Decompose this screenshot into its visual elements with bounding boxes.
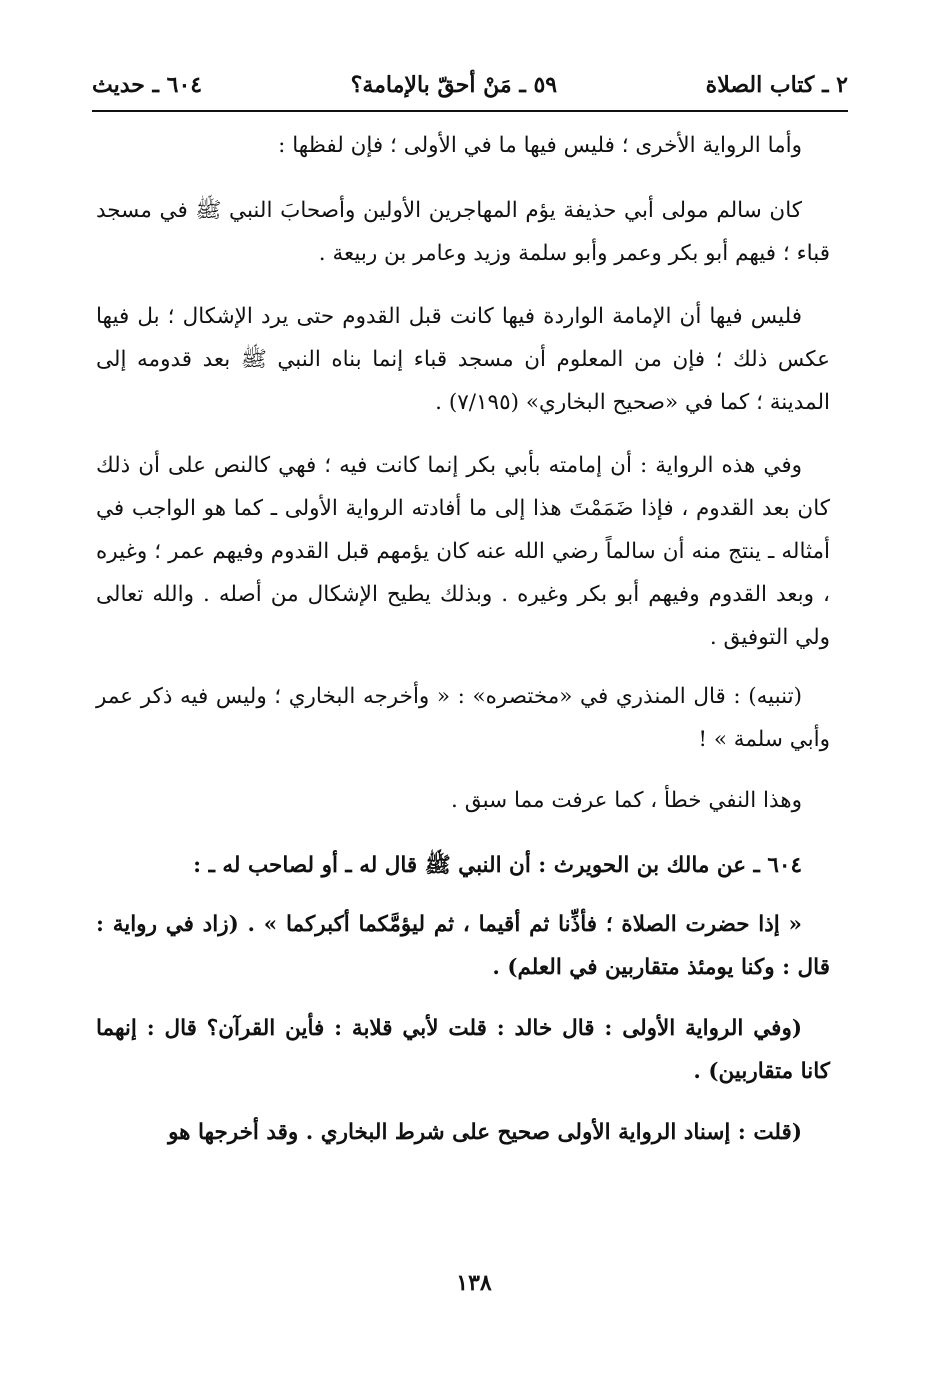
paragraph-resolution: وفي هذه الرواية : أن إمامته بأبي بكر إنما كانت فيه ؛ فهي كالنص على أن ذلك كان بعد القدوم ، فإذا ضَمَمْتَ هذا إلى ما أفادته الرواية الأولى ـ كما هو الواجب في أمثاله ـ ينتج منه أن سالماً رضي الله عنه كان يؤمهم قبل القدوم وفيهم عمر ؛ وغيره ، وبعد القدوم وفيهم أبو بكر وغيره . وبذلك يطيح الإشكال من أصله . والله تعالى ولي التوفيق . <box>96 453 830 650</box>
paragraph-first-narration: (وفي الرواية الأولى : قال خالد : قلت لأبي قلابة : فأين القرآن؟ قال : إنهما كانا متقاربين) . <box>96 1016 830 1084</box>
paragraph-other-narration: وأما الرواية الأخرى ؛ فليس فيها ما في الأولى ؛ فإن لفظها : <box>278 133 802 158</box>
header-chapter: ٢ ـ كتاب الصلاة <box>705 72 848 98</box>
header-section: ٥٩ ـ مَنْ أحقّ بالإمامة؟ <box>350 72 558 98</box>
hadith-heading: ٦٠٤ ـ عن مالك بن الحويرث : أن النبي ﷺ قال له ـ أو لصاحب له ـ : <box>193 853 802 878</box>
hadith-text: « إذا حضرت الصلاة ؛ فأذِّنا ثم أقيما ، ثم ليؤمَّكما أكبركما » . (زاد في رواية : قال : وكنا يومئذ متقاربين في العلم) . <box>96 912 830 980</box>
header-divider <box>92 110 848 112</box>
paragraph-note: (تنبيه) : قال المنذري في «مختصره» : « وأخرجه البخاري ؛ وليس فيه ذكر عمر وأبي سلمة » ! <box>96 684 830 752</box>
paragraph-correction: وهذا النفي خطأ ، كما عرفت مما سبق . <box>451 788 802 813</box>
running-header <box>92 62 848 102</box>
page-body <box>96 124 830 1154</box>
paragraph-quba-mosque: فليس فيها أن الإمامة الواردة فيها كانت قبل القدوم حتى يرد الإشكال ؛ بل فيها عكس ذلك ؛ فإن من المعلوم أن مسجد قباء إنما بناه النبي ﷺ بعد قدومه إلى المدينة ؛ كما في «صحيح البخاري» (٧/١٩٥) . <box>96 304 830 415</box>
header-hadith-number: ٦٠٤ ـ حديث <box>92 72 203 98</box>
page-number: ١٣٨ <box>456 1270 492 1296</box>
paragraph-salim-narration: كان سالم مولى أبي حذيفة يؤم المهاجرين الأولين وأصحابَ النبي ﷺ في مسجد قباء ؛ فيهم أبو بكر وعمر وأبو سلمة وزيد وعامر بن ربيعة . <box>96 198 830 266</box>
paragraph-isnad: (قلت : إسناد الرواية الأولى صحيح على شرط البخاري . وقد أخرجها هو <box>168 1120 802 1145</box>
